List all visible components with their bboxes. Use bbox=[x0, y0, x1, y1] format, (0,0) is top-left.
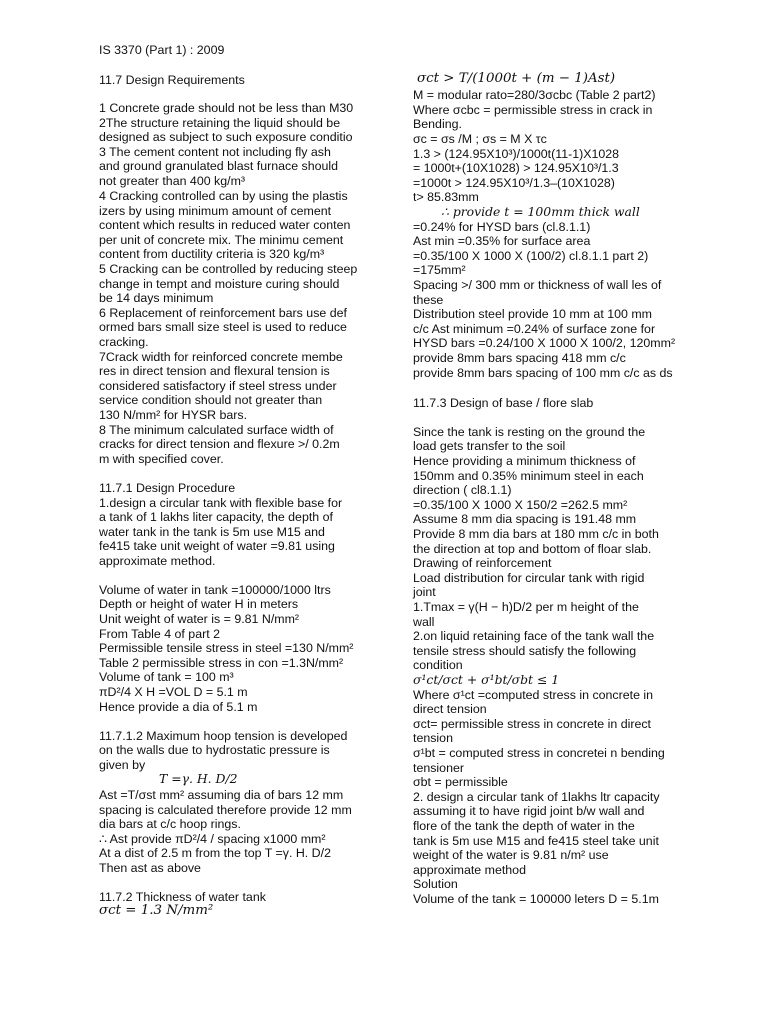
text-line: 2.on liquid retaining face of the tank wall the bbox=[413, 629, 655, 643]
text-line: Distribution steel provide 10 mm at 100 mm bbox=[413, 307, 652, 321]
text-line: wall bbox=[413, 615, 435, 629]
text-line: joint bbox=[413, 585, 436, 599]
document-header: IS 3370 (Part 1) : 2009 bbox=[99, 43, 225, 57]
text-line: Spacing >/ 300 mm or thickness of wall les of bbox=[413, 278, 662, 292]
section-heading: 11.7.1.2 Maximum hoop tension is developed bbox=[99, 729, 348, 743]
text-line: 130 N/mm² for HYSR bars. bbox=[99, 408, 248, 422]
text-line: Table 2 permissible stress in con =1.3N/mm² bbox=[99, 656, 344, 670]
text-line: HYSD bars =0.24/100 X 1000 X 100/2, 120mm² bbox=[413, 336, 676, 350]
text-line: 2. design a circular tank of 1lakhs ltr capacity bbox=[413, 790, 660, 804]
text-line: 4 Cracking controlled can by using the plastis bbox=[99, 189, 348, 203]
text-line: provide 8mm bars spacing 418 mm c/c bbox=[413, 351, 626, 365]
text-line: service condition should not greater than bbox=[99, 393, 323, 407]
text-line: provide 8mm bars spacing of 100 mm c/c as ds bbox=[413, 366, 673, 380]
text-line: fe415 take unit weight of water =9.81 using bbox=[99, 539, 335, 553]
section-heading: 11.7.2 Thickness of water tank bbox=[99, 890, 266, 904]
text-line: σ¹bt = computed stress in concretei n bending bbox=[413, 746, 665, 760]
text-line: not greater than 400 kg/m³ bbox=[99, 174, 246, 188]
text-line: tension bbox=[413, 731, 453, 745]
section-heading: 11.7.3 Design of base / flore slab bbox=[413, 396, 594, 410]
text-line: Load distribution for circular tank with rigid bbox=[413, 571, 645, 585]
text-line: content which results in reduced water conten bbox=[99, 218, 351, 232]
text-line: Depth or height of water H in meters bbox=[99, 597, 299, 611]
text-line: 6 Replacement of reinforcement bars use def bbox=[99, 306, 347, 320]
text-line: M = modular rato=280/3σcbc (Table 2 part2) bbox=[413, 88, 656, 102]
text-line: tensile stress should satisfy the following bbox=[413, 644, 637, 658]
text-line: approximate method. bbox=[99, 554, 216, 568]
formula-line: σct = 1.3 N/mm² bbox=[99, 903, 214, 918]
text-line: designed as subject to such exposure conditio bbox=[99, 130, 353, 144]
text-line: dia bars at c/c hoop rings. bbox=[99, 817, 241, 831]
text-line: Ast min =0.35% for surface area bbox=[413, 234, 591, 248]
text-line: Bending. bbox=[413, 117, 462, 131]
text-line: izers by using minimum amount of cement bbox=[99, 204, 332, 218]
formula-line: σct > T/(1000t + (m − 1)Ast) bbox=[417, 71, 616, 86]
text-line: Hence providing a minimum thickness of bbox=[413, 454, 636, 468]
text-line: be 14 days minimum bbox=[99, 291, 214, 305]
text-line: spacing is calculated therefore provide 12 mm bbox=[99, 803, 352, 817]
text-line: σct= permissible stress in concrete in direct bbox=[413, 717, 651, 731]
text-line: 150mm and 0.35% minimum steel in each bbox=[413, 469, 644, 483]
text-line: assuming it to have rigid joint b/w wall and bbox=[413, 804, 645, 818]
text-line: σbt = permissible bbox=[413, 775, 508, 789]
text-line: ormed bars small size steel is used to reduce bbox=[99, 320, 347, 334]
text-line: change in tempt and moisture curing should bbox=[99, 277, 340, 291]
text-line: considered satisfactory if steel stress under bbox=[99, 379, 337, 393]
text-line: 3 The cement content not including fly ash bbox=[99, 145, 331, 159]
text-line: Ast =T/σst mm² assuming dia of bars 12 mm bbox=[99, 788, 344, 802]
text-line: water tank in the tank is 5m use M15 and bbox=[99, 525, 325, 539]
text-line: =1000t > 124.95X10³/1.3–(10X1028) bbox=[413, 176, 615, 190]
text-line: direct tension bbox=[413, 702, 487, 716]
text-line: weight of the water is 9.81 n/m² use bbox=[413, 848, 609, 862]
text-line: Volume of water in tank =100000/1000 ltrs bbox=[99, 583, 331, 597]
section-heading: 11.7 Design Requirements bbox=[99, 73, 245, 87]
text-line: Where σcbc = permissible stress in crack in bbox=[413, 103, 653, 117]
text-line: tensioner bbox=[413, 761, 464, 775]
text-line: σc = σs /M ; σs = M X τc bbox=[413, 132, 547, 146]
text-line: res in direct tension and flexural tension is bbox=[99, 364, 330, 378]
section-heading: 11.7.1 Design Procedure bbox=[99, 481, 236, 495]
text-line: Assume 8 mm dia spacing is 191.48 mm bbox=[413, 512, 637, 526]
text-line: direction ( cl8.1.1) bbox=[413, 483, 512, 497]
text-line: a tank of 1 lakhs liter capacity, the depth of bbox=[99, 510, 333, 524]
text-line: = 1000t+(10X1028) > 124.95X10³/1.3 bbox=[413, 161, 619, 175]
text-line: From Table 4 of part 2 bbox=[99, 627, 220, 641]
text-line: 1.3 > (124.95X10³)/1000t(11-1)X1028 bbox=[413, 147, 620, 161]
text-line: condition bbox=[413, 658, 463, 672]
text-line: these bbox=[413, 293, 444, 307]
text-line: =175mm² bbox=[413, 263, 466, 277]
text-line: t> 85.83mm bbox=[413, 190, 479, 204]
text-line: Volume of tank = 100 m³ bbox=[99, 670, 234, 684]
text-line: Drawing of reinforcement bbox=[413, 556, 552, 570]
text-line: Hence provide a dia of 5.1 m bbox=[99, 700, 258, 714]
text-line: Since the tank is resting on the ground the bbox=[413, 425, 646, 439]
text-line: given by bbox=[99, 758, 146, 772]
text-line: 7Crack width for reinforced concrete membe bbox=[99, 350, 343, 364]
text-line: Permissible tensile stress in steel =130 N/mm² bbox=[99, 641, 354, 655]
text-line: Solution bbox=[413, 877, 458, 891]
text-line: At a dist of 2.5 m from the top T =γ. H. D/2 bbox=[99, 846, 331, 860]
text-line: Unit weight of water is = 9.81 N/mm² bbox=[99, 612, 300, 626]
text-line: per unit of concrete mix. The minimu cement bbox=[99, 233, 344, 247]
text-line: 2The structure retaining the liquid should be bbox=[99, 116, 341, 130]
text-line: =0.35/100 X 1000 X (100/2) cl.8.1.1 part 2) bbox=[413, 249, 649, 263]
text-line: 1 Concrete grade should not be less than M30 bbox=[99, 101, 354, 115]
formula-line: σ¹ct/σct + σ¹bt/σbt ≤ 1 bbox=[413, 672, 560, 687]
text-line: πD²/4 X H =VOL D = 5.1 m bbox=[99, 685, 248, 699]
formula-line: ∴ provide t = 100mm thick wall bbox=[441, 204, 640, 219]
formula-line: T =γ. H. D/2 bbox=[159, 771, 238, 786]
text-line: Then ast as above bbox=[99, 861, 201, 875]
text-line: and ground granulated blast furnace should bbox=[99, 159, 339, 173]
text-line: 5 Cracking can be controlled by reducing steep bbox=[99, 262, 358, 276]
text-line: 1.design a circular tank with flexible base for bbox=[99, 496, 343, 510]
text-line: =0.24% for HYSD bars (cl.8.1.1) bbox=[413, 220, 591, 234]
text-line: flore of the tank the depth of water in the bbox=[413, 819, 635, 833]
text-line: ∴ Ast provide πD²/4 / spacing x1000 mm² bbox=[99, 832, 326, 846]
text-line: cracking. bbox=[99, 335, 149, 349]
text-line: on the walls due to hydrostatic pressure is bbox=[99, 743, 330, 757]
text-line: content from ductility criteria is 320 kg/m³ bbox=[99, 247, 325, 261]
text-line: c/c Ast minimum =0.24% of surface zone for bbox=[413, 322, 656, 336]
text-line: tank is 5m use M15 and fe415 steel take unit bbox=[413, 834, 659, 848]
text-line: 1.Tmax = γ(H − h)D/2 per m height of the bbox=[413, 600, 639, 614]
text-line: =0.35/100 X 1000 X 150/2 =262.5 mm² bbox=[413, 498, 628, 512]
text-line: approximate method bbox=[413, 863, 526, 877]
text-line: cracks for direct tension and flexure >/ 0.2m bbox=[99, 437, 340, 451]
text-line: Volume of the tank = 100000 leters D = 5.1m bbox=[413, 892, 659, 906]
text-line: the direction at top and bottom of floar slab. bbox=[413, 542, 652, 556]
text-line: 8 The minimum calculated surface width of bbox=[99, 423, 334, 437]
text-line: Where σ¹ct =computed stress in concrete in bbox=[413, 688, 654, 702]
text-line: Provide 8 mm dia bars at 180 mm c/c in both bbox=[413, 527, 659, 541]
text-line: m with specified cover. bbox=[99, 452, 224, 466]
text-line: load gets transfer to the soil bbox=[413, 439, 566, 453]
